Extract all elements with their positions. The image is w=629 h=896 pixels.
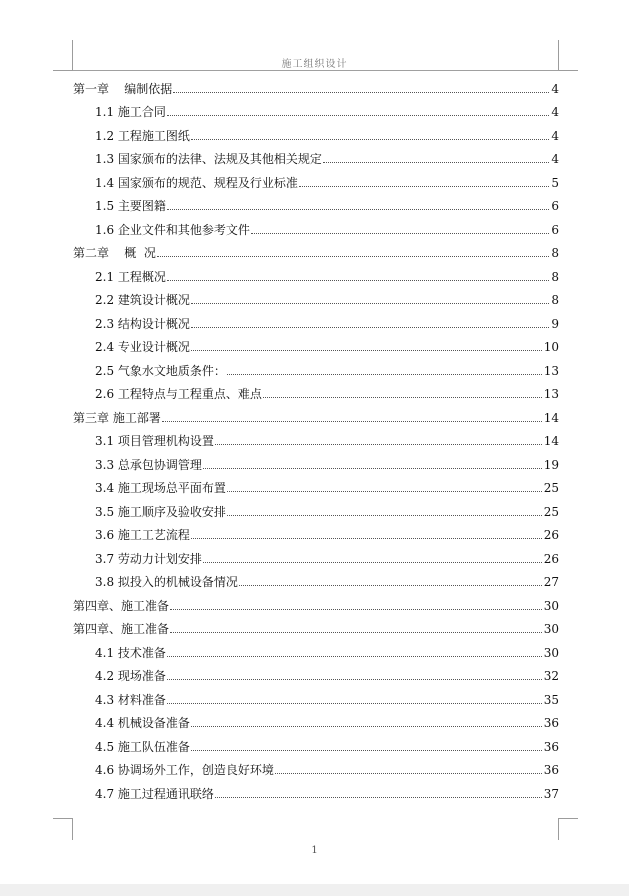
toc-entry[interactable]: [73, 146, 559, 170]
toc-dot-leader: [162, 421, 542, 422]
toc-entry-page: 32: [543, 669, 559, 683]
toc-entry-page: 30: [543, 598, 559, 613]
crop-mark-bottom-left-h: [53, 818, 73, 819]
toc-entry-page: 25: [543, 504, 559, 519]
toc-entry[interactable]: [73, 193, 559, 217]
toc-dot-leader: [227, 515, 542, 516]
toc-entry[interactable]: [73, 240, 559, 264]
toc-dot-leader: [191, 139, 549, 140]
toc-dot-leader: [191, 327, 549, 328]
toc-entry[interactable]: [73, 569, 559, 593]
toc-entry[interactable]: [73, 686, 559, 710]
toc-dot-leader: [170, 632, 542, 633]
toc-entry-label: 4.7 施工过程通讯联络: [95, 786, 214, 801]
toc-dot-leader: [167, 679, 542, 680]
toc-dot-leader: [299, 186, 549, 187]
toc-entry-label: 4.6 协调场外工作，创造良好环境: [95, 763, 274, 777]
toc-entry-label: 2.4 专业设计概况: [95, 340, 190, 354]
toc-entry-label: 3.8 拟投入的机械设备情况: [95, 575, 238, 589]
crop-mark-bottom-left-v: [72, 818, 73, 840]
toc-entry-page: 13: [543, 387, 559, 401]
toc-dot-leader: [170, 609, 542, 610]
toc-dot-leader: [323, 162, 549, 163]
toc-dot-leader: [215, 444, 542, 445]
toc-dot-leader: [167, 209, 549, 210]
toc-entry[interactable]: [73, 663, 559, 687]
toc-entry-label: 3.3 总承包协调管理: [95, 457, 202, 472]
toc-entry[interactable]: [73, 169, 559, 193]
toc-dot-leader: [167, 703, 542, 704]
toc-entry-page: 4: [551, 152, 559, 166]
toc-entry-page: 25: [543, 481, 559, 495]
toc-entry-page: 36: [543, 716, 559, 730]
toc-entry-label: 4.2 现场准备: [95, 669, 166, 683]
toc-entry[interactable]: [73, 780, 559, 804]
page-number: 1: [311, 845, 318, 856]
toc-entry[interactable]: [73, 592, 559, 616]
toc-entry[interactable]: [73, 451, 559, 475]
toc-entry-label: 3.4 施工现场总平面布置: [95, 481, 226, 495]
toc-entry-page: 30: [543, 622, 559, 636]
toc-entry[interactable]: [73, 639, 559, 663]
page-header-title: 施工组织设计: [281, 59, 348, 70]
toc-dot-leader: [227, 491, 542, 492]
toc-entry[interactable]: [73, 757, 559, 781]
toc-entry-label: 3.1 项目管理机构设置: [95, 434, 214, 448]
toc-dot-leader: [203, 468, 542, 469]
crop-mark-bottom-right-h: [558, 818, 578, 819]
toc-dot-leader: [157, 256, 549, 257]
toc-dot-leader: [167, 115, 549, 116]
toc-entry-page: 26: [543, 551, 559, 566]
toc-entry-label: 2.1 工程概况: [95, 269, 166, 284]
toc-entry-label: 1.4 国家颁布的规范、规程及行业标准: [95, 175, 298, 190]
crop-mark-top-left-h: [53, 70, 73, 71]
toc-entry[interactable]: [73, 75, 559, 99]
toc-dot-leader: [191, 750, 542, 751]
toc-entry[interactable]: [73, 99, 559, 123]
toc-dot-leader: [191, 538, 542, 539]
toc-entry-page: 36: [543, 763, 559, 777]
toc-dot-leader: [191, 303, 549, 304]
toc-entry-page: 13: [543, 363, 559, 378]
toc-dot-leader: [173, 92, 549, 93]
toc-entry[interactable]: [73, 710, 559, 734]
toc-entry-label: 1.1 施工合同: [95, 105, 166, 119]
toc-entry-page: 36: [543, 739, 559, 754]
toc-entry-page: 4: [551, 128, 559, 143]
toc-entry[interactable]: [73, 616, 559, 640]
toc-entry[interactable]: [73, 733, 559, 757]
toc-entry-label: 第三章 施工部署: [73, 410, 161, 425]
toc-entry[interactable]: [73, 404, 559, 428]
toc-entry-label: 1.6 企业文件和其他参考文件: [95, 222, 250, 237]
toc-entry[interactable]: [73, 216, 559, 240]
toc-entry-label: 4.4 机械设备准备: [95, 716, 190, 730]
toc-dot-leader: [191, 350, 542, 351]
toc-entry[interactable]: [73, 498, 559, 522]
toc-entry-page: 10: [543, 340, 559, 354]
toc-entry[interactable]: [73, 287, 559, 311]
toc-entry-label: 1.3 国家颁布的法律、法规及其他相关规定: [95, 152, 322, 166]
toc-entry-page: 8: [551, 293, 559, 307]
page-gap: [0, 884, 629, 896]
toc-entry-label: 3.6 施工工艺流程: [95, 528, 190, 542]
toc-entry[interactable]: [73, 381, 559, 405]
toc-entry-page: 30: [543, 645, 559, 660]
toc-dot-leader: [227, 374, 542, 375]
toc-entry-page: 37: [543, 786, 559, 801]
toc-entry-page: 6: [551, 222, 559, 237]
toc-entry[interactable]: [73, 428, 559, 452]
toc-entry-label: 第四章、施工准备: [73, 622, 170, 636]
toc-dot-leader: [251, 233, 549, 234]
toc-dot-leader: [167, 656, 542, 657]
toc-entry[interactable]: [73, 545, 559, 569]
toc-entry-page: 5: [551, 175, 559, 190]
toc-entry-label: 4.5 施工队伍准备: [95, 739, 190, 754]
toc-entry-page: 4: [551, 105, 559, 119]
toc-entry[interactable]: [73, 263, 559, 287]
toc-entry-label: 3.5 施工顺序及验收安排: [95, 504, 226, 519]
table-of-contents: [73, 75, 559, 804]
toc-entry-page: 9: [551, 316, 559, 331]
toc-entry-label: 2.3 结构设计概况: [95, 316, 190, 331]
toc-entry-label: 2.2 建筑设计概况: [95, 293, 190, 307]
toc-dot-leader: [167, 280, 549, 281]
toc-entry-label: 1.5 主要图籍: [95, 199, 166, 213]
crop-mark-bottom-right-v: [558, 818, 559, 840]
toc-entry-label: 2.6 工程特点与工程重点、难点: [95, 387, 262, 401]
toc-entry-label: 第一章 编制依据: [73, 81, 173, 96]
toc-entry[interactable]: [73, 522, 559, 546]
toc-entry-label: 4.1 技术准备: [95, 645, 166, 660]
toc-entry-label: 2.5 气象水文地质条件：: [95, 363, 226, 378]
toc-entry-page: 8: [551, 246, 559, 260]
toc-entry-label: 第二章 概 况: [73, 246, 156, 260]
toc-entry-label: 4.3 材料准备: [95, 692, 166, 707]
toc-entry-page: 14: [543, 434, 559, 448]
toc-entry[interactable]: [73, 122, 559, 146]
toc-dot-leader: [263, 397, 542, 398]
toc-dot-leader: [203, 562, 542, 563]
toc-entry[interactable]: [73, 334, 559, 358]
header-divider: [73, 70, 559, 71]
toc-dot-leader: [275, 773, 542, 774]
toc-entry[interactable]: [73, 310, 559, 334]
toc-entry-page: 6: [551, 199, 559, 213]
toc-entry-page: 4: [551, 81, 559, 96]
toc-entry[interactable]: [73, 357, 559, 381]
toc-entry-page: 26: [543, 528, 559, 542]
toc-entry-page: 27: [543, 575, 559, 589]
crop-mark-top-right-h: [558, 70, 578, 71]
toc-dot-leader: [239, 585, 542, 586]
toc-entry-label: 1.2 工程施工图纸: [95, 128, 190, 143]
toc-entry-page: 19: [543, 457, 559, 472]
toc-entry-page: 14: [543, 410, 559, 425]
toc-dot-leader: [191, 726, 542, 727]
toc-entry-label: 3.7 劳动力计划安排: [95, 551, 202, 566]
toc-dot-leader: [215, 797, 542, 798]
toc-entry-page: 35: [543, 692, 559, 707]
toc-entry[interactable]: [73, 475, 559, 499]
toc-entry-page: 8: [551, 269, 559, 284]
toc-entry-label: 第四章、施工准备: [73, 598, 170, 613]
